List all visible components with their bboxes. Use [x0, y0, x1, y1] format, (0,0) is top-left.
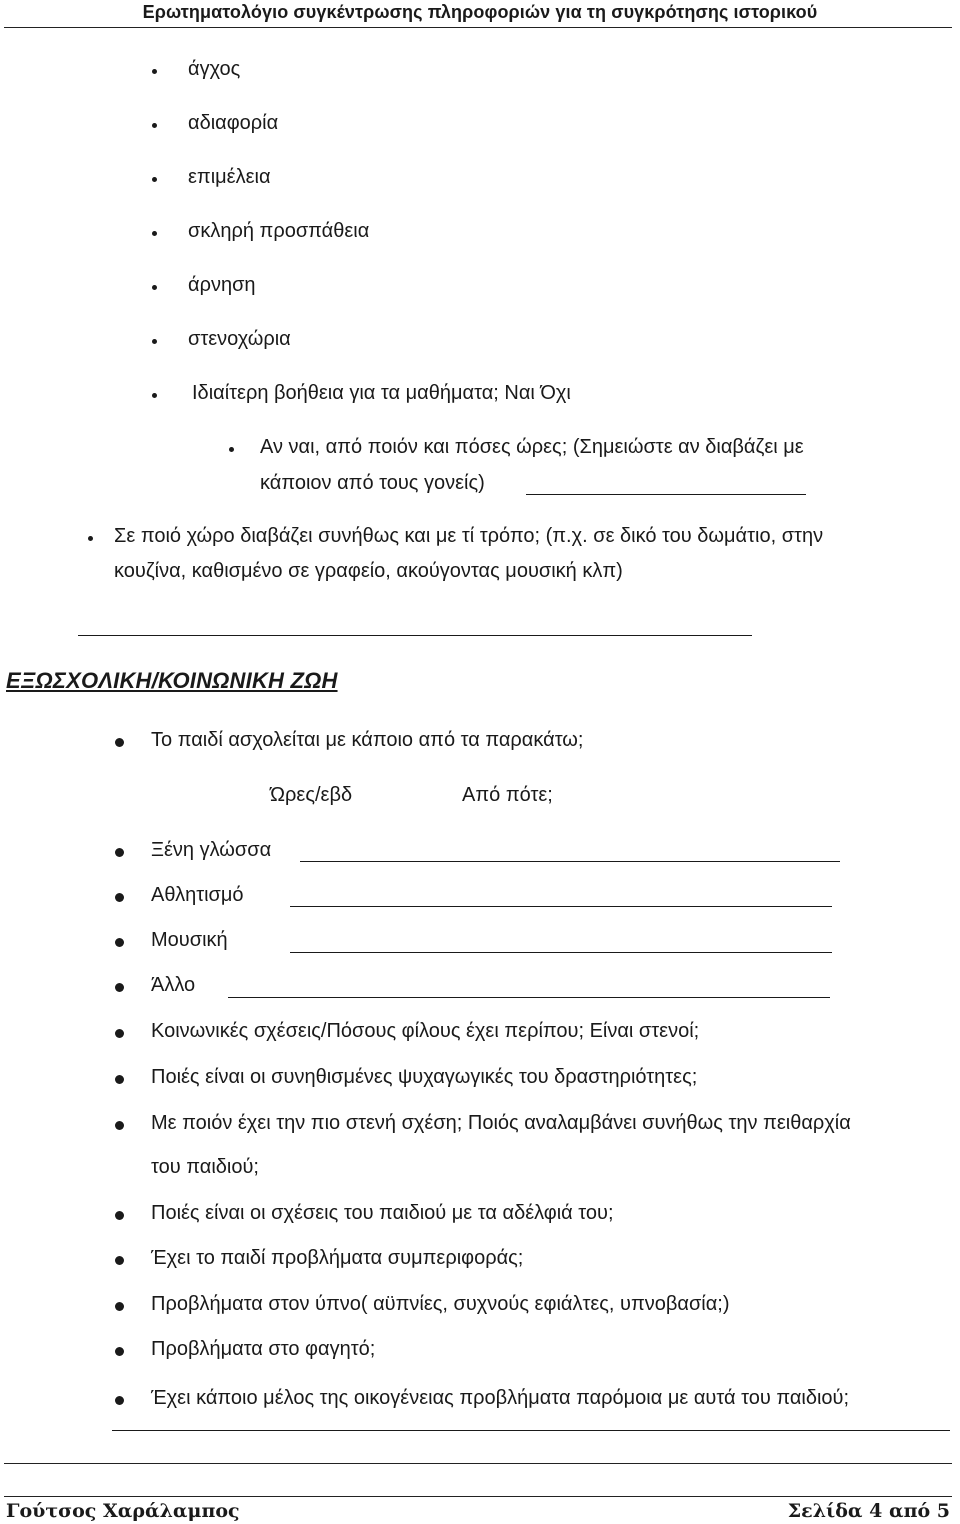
activity-label: Άλλο [151, 974, 196, 996]
footer-page-number: Σελίδα 4 από 5 [787, 1500, 950, 1522]
study-place-line1: Σε ποιό χώρο διαβάζει συνήθως και με τί τρόπο; (π.χ. σε δικό του δωμάτιο, στην [114, 525, 824, 547]
bullet [115, 848, 124, 857]
study-place-line2: κουζίνα, καθισμένο σε γραφείο, ακούγοντας μουσική κλπ) [114, 560, 623, 582]
bullet [152, 69, 157, 74]
hours-question-line2: κάποιον από τους γονείς) [260, 472, 485, 494]
question-relations-line1: Με ποιόν έχει την πιο στενή σχέση; Ποιός αναλαμβάνει συνήθως την πειθαρχία [151, 1112, 851, 1134]
column-hours: Ώρες/εβδ [270, 784, 353, 806]
bullet [115, 938, 124, 947]
answer-line [290, 906, 832, 907]
trait-item: άρνηση [188, 274, 256, 296]
bullet [115, 1075, 124, 1084]
column-since: Από πότε; [462, 784, 553, 806]
question-sleep: Προβλήματα στον ύπνο( αϋπνίες, συχνούς εφιάλτες, υπνοβασία;) [151, 1293, 730, 1315]
bullet [152, 177, 157, 182]
bullet [115, 1211, 124, 1220]
activity-label: Αθλητισμό [151, 884, 244, 906]
question-behaviour: Έχει το παιδί προβλήματα συμπεριφοράς; [151, 1247, 524, 1269]
answer-line [228, 997, 830, 998]
trait-item: σκληρή προσπάθεια [188, 220, 370, 242]
bullet [115, 738, 124, 747]
question-relations-line2: του παιδιού; [151, 1156, 259, 1178]
activities-question: Το παιδί ασχολείται με κάποιο από τα παρακάτω; [151, 729, 584, 751]
footer-author: Γούτσος Χαράλαμπος [6, 1500, 240, 1522]
answer-line [300, 861, 840, 862]
footer-rule [4, 1463, 952, 1464]
bullet [115, 893, 124, 902]
bullet [115, 1121, 124, 1130]
bullet [115, 1347, 124, 1356]
question-food: Προβλήματα στο φαγητό; [151, 1338, 376, 1360]
bullet [152, 123, 157, 128]
trait-item: στενοχώρια [188, 328, 291, 350]
header-rule [4, 27, 952, 28]
bullet [115, 1302, 124, 1311]
question-leisure: Ποιές είναι οι συνηθισμένες ψυχαγωγικές του δραστηριότητες; [151, 1066, 698, 1088]
bullet [152, 231, 157, 236]
page-header-title: Ερωτηματολόγιο συγκέντρωσης πληροφοριών για τη συγκρότησης ιστορικού [142, 2, 818, 22]
help-question: Ιδιαίτερη βοήθεια για τα μαθήματα; Ναι Όχι [192, 382, 571, 404]
question-social: Κοινωνικές σχέσεις/Πόσους φίλους έχει περίπου; Είναι στενοί; [151, 1020, 700, 1042]
answer-line [526, 494, 806, 495]
activity-label: Ξένη γλώσσα [151, 839, 272, 861]
footer-rule [4, 1496, 952, 1497]
bullet [229, 447, 234, 452]
bullet [115, 1256, 124, 1265]
bullet [115, 1029, 124, 1038]
trait-item: επιμέλεια [188, 166, 271, 188]
bullet [152, 339, 157, 344]
answer-line [112, 1430, 950, 1431]
trait-item: άγχος [188, 58, 241, 80]
question-family: Έχει κάποιο μέλος της οικογένειας προβλήματα παρόμοια με αυτά του παιδιού; [151, 1387, 850, 1409]
bullet [115, 983, 124, 992]
bullet [152, 285, 157, 290]
bullet [88, 536, 93, 541]
answer-line [78, 635, 752, 636]
trait-item: αδιαφορία [188, 112, 279, 134]
bullet [152, 393, 157, 398]
activity-label: Μουσική [151, 929, 228, 951]
answer-line [290, 952, 832, 953]
bullet [115, 1396, 124, 1405]
question-siblings: Ποιές είναι οι σχέσεις του παιδιού με τα αδέλφιά του; [151, 1202, 614, 1224]
section-title: ΕΞΩΣΧΟΛΙΚΗ/ΚΟΙΝΩΝΙΚΗ ΖΩΗ [6, 668, 338, 693]
hours-question-line1: Αν ναι, από ποιόν και πόσες ώρες; (Σημειώστε αν διαβάζει με [260, 436, 804, 458]
